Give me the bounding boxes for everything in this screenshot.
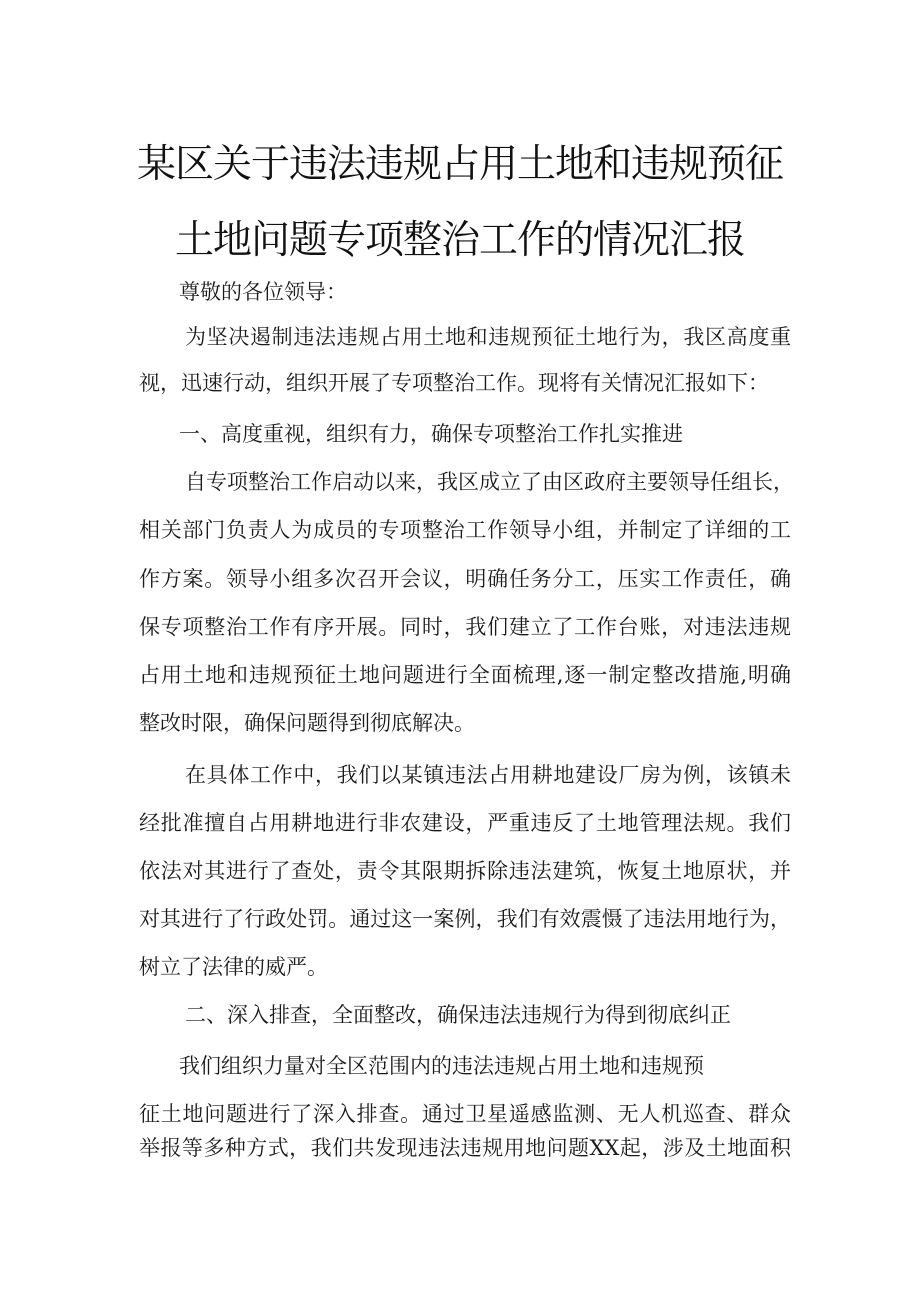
section-heading-2: 二、深入排查，全面整改，确保违法违规行为得到彻底纠正 bbox=[185, 1003, 731, 1027]
document-title-line-2: 土地问题专项整治工作的情况汇报 bbox=[174, 218, 745, 263]
p1-line-5: 占用土地和违规预征土地问题进行全面梳理,逐一制定整改措施,明确 bbox=[139, 663, 791, 687]
p2-line-4: 对其进行了行政处罚。通过这一案例，我们有效震慑了违法用地行为， bbox=[139, 907, 791, 931]
p2-line-2: 经批准擅自占用耕地进行非农建设，严重违反了土地管理法规。我们 bbox=[139, 811, 791, 835]
p3-line-1: 我们组织力量对全区范围内的违法违规占用土地和违规预 bbox=[179, 1054, 704, 1078]
p1-line-1: 自专项整治工作启动以来，我区成立了由区政府主要领导任组长， bbox=[185, 470, 794, 494]
p1-line-2: 相关部门负责人为成员的专项整治工作领导小组，并制定了详细的工 bbox=[139, 518, 791, 542]
p2-line-1: 在具体工作中，我们以某镇违法占用耕地建设厂房为例，该镇未 bbox=[185, 763, 791, 787]
p2-line-5: 树立了法律的威严。 bbox=[139, 955, 328, 979]
p3-line-3: 举报等多种方式，我们共发现违法违规用地问题XX起，涉及土地面积 bbox=[139, 1136, 791, 1160]
intro-line-1: 为坚决遏制违法违规占用土地和违规预征土地行为，我区高度重 bbox=[185, 325, 791, 349]
p1-line-3: 作方案。领导小组多次召开会议，明确任务分工，压实工作责任，确 bbox=[139, 567, 791, 591]
p1-line-4: 保专项整治工作有序开展。同时，我们建立了工作台账，对违法违规 bbox=[139, 615, 791, 639]
salutation: 尊敬的各位领导： bbox=[179, 280, 347, 304]
p1-line-6: 整改时限，确保问题得到彻底解决。 bbox=[139, 711, 475, 735]
p3-line-2: 征土地问题进行了深入排查。通过卫星遥感监测、无人机巡查、群众 bbox=[139, 1102, 791, 1126]
document-title-line-1: 某区关于违法违规占用土地和违规预征 bbox=[136, 142, 783, 187]
section-heading-1: 一、高度重视，组织有力，确保专项整治工作扎实推进 bbox=[179, 422, 683, 446]
p2-line-3: 依法对其进行了查处，责令其限期拆除违法建筑，恢复土地原状，并 bbox=[139, 859, 791, 883]
intro-line-2: 视，迅速行动，组织开展了专项整治工作。现将有关情况汇报如下： bbox=[139, 371, 769, 395]
